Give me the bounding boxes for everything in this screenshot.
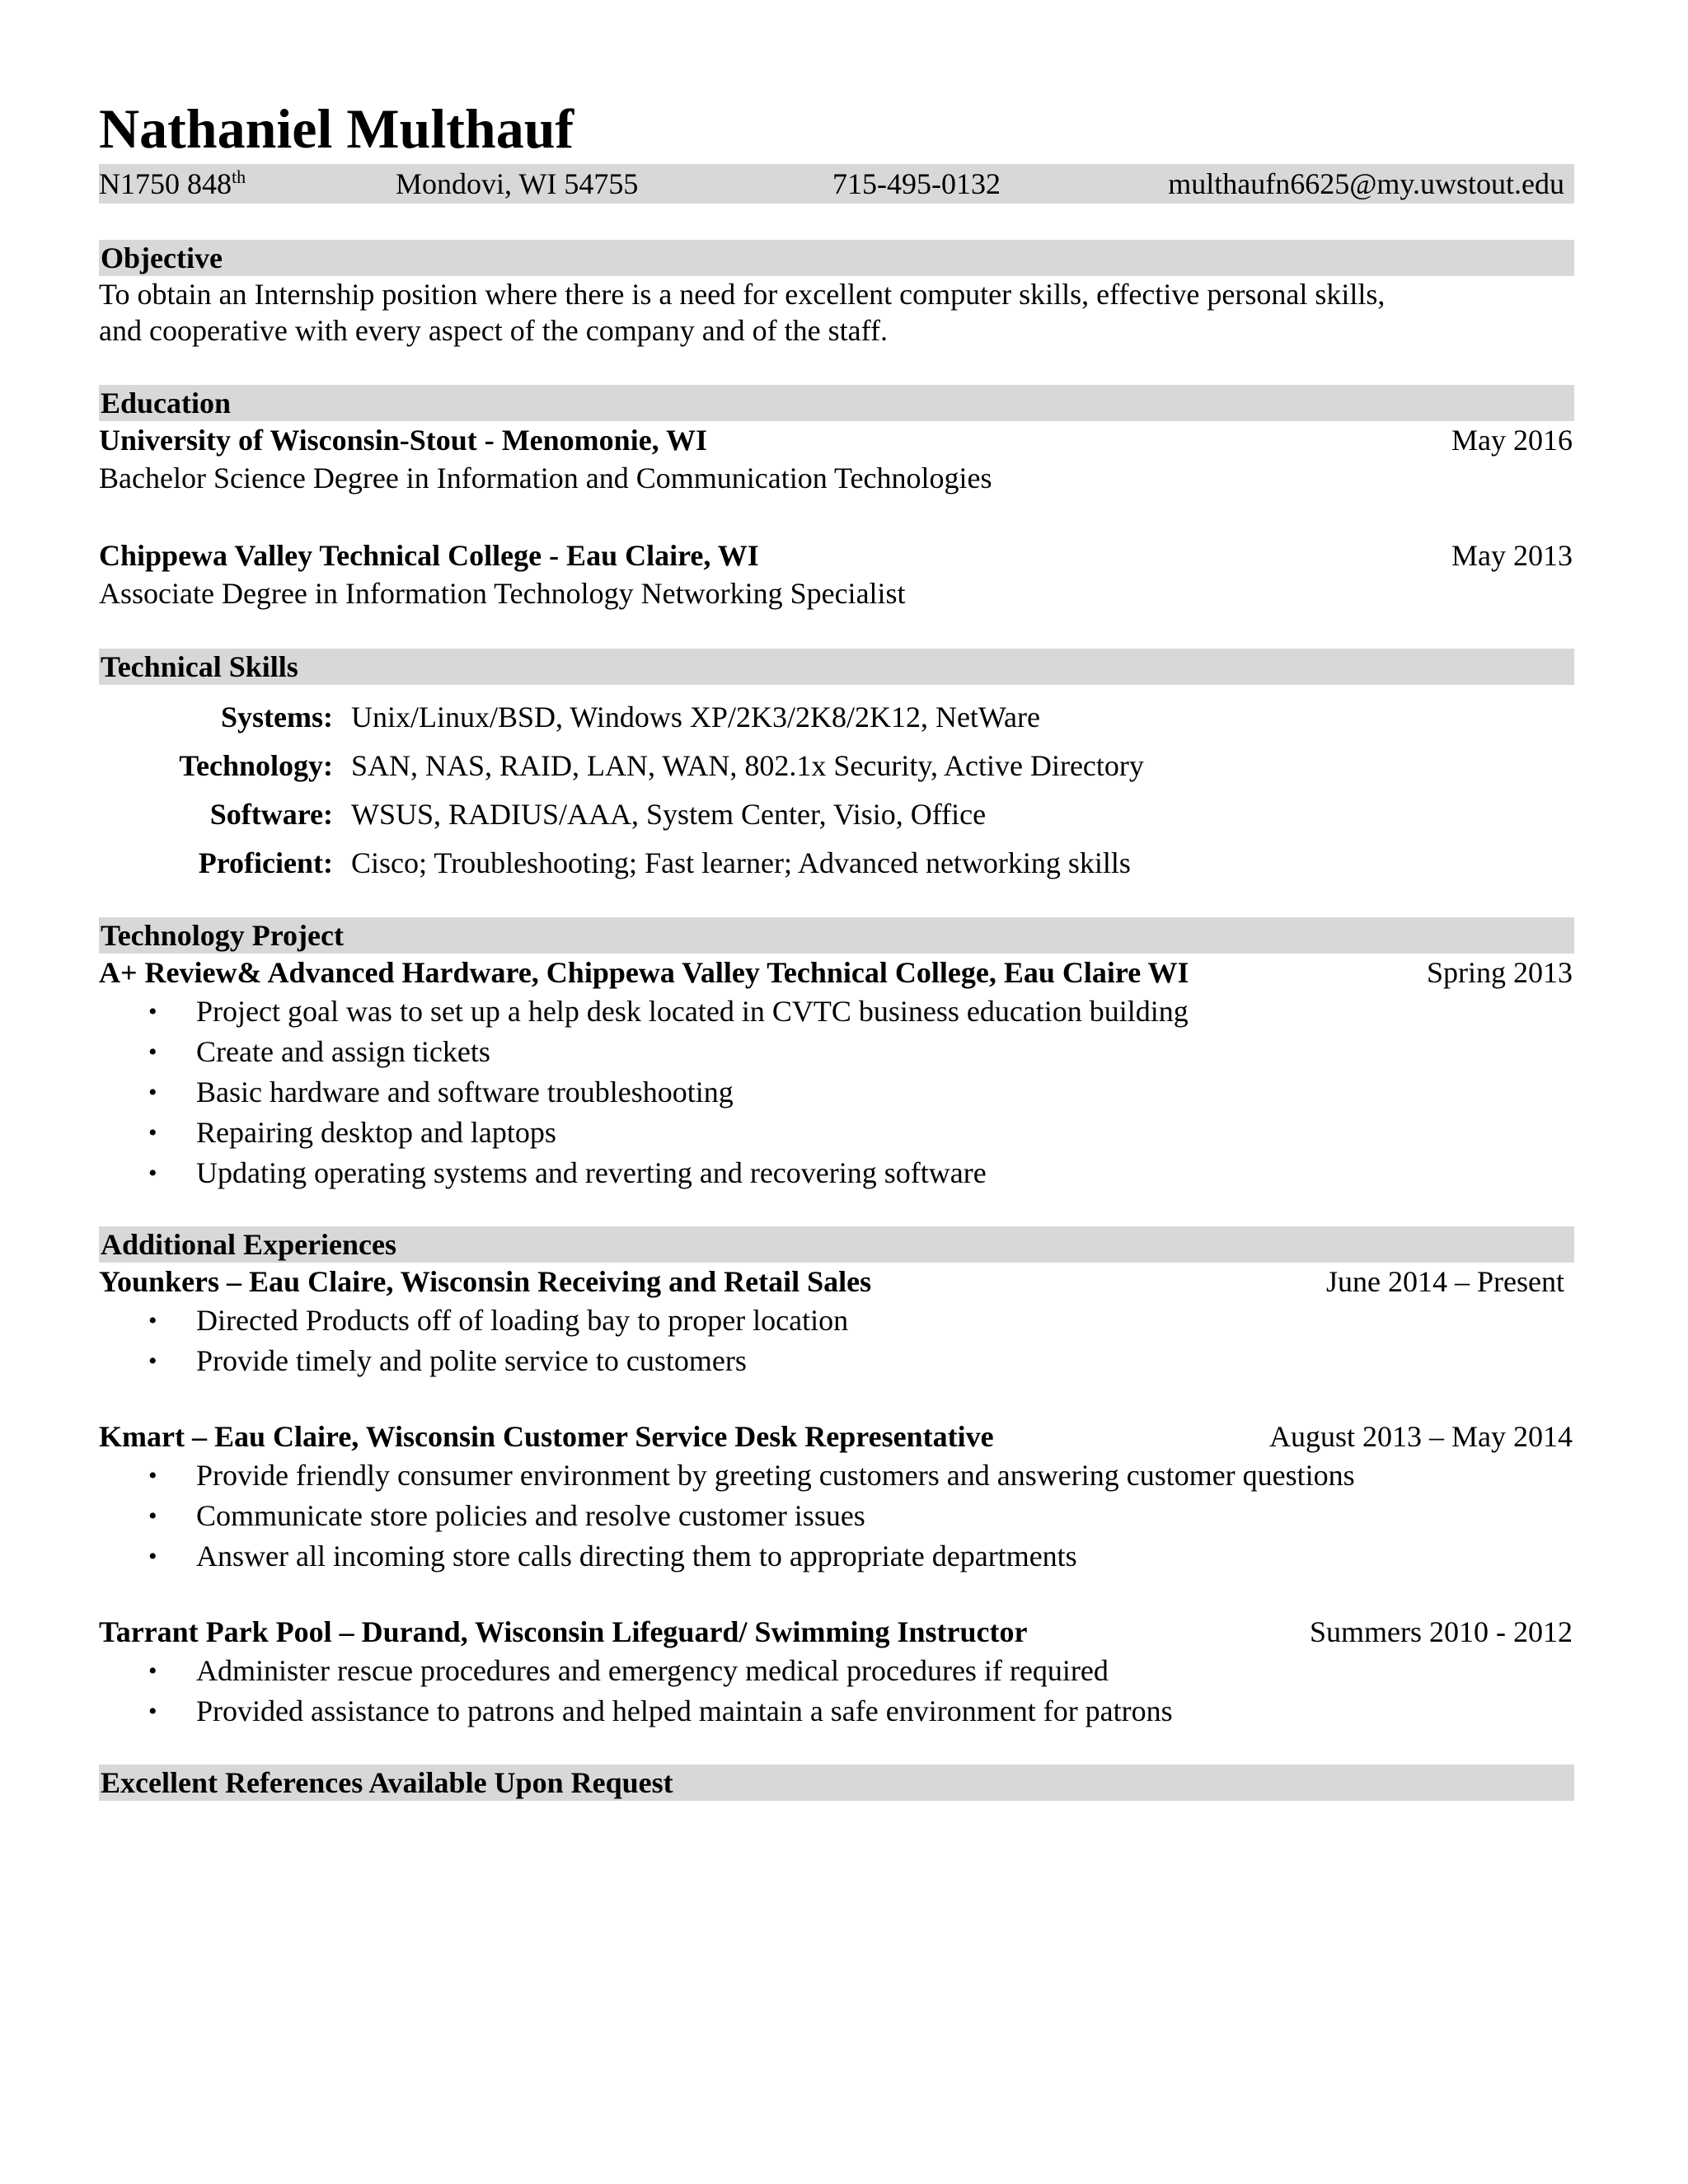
section-header-objective: Objective — [99, 240, 1574, 276]
job-bullets — [99, 1455, 1574, 1577]
education-school: Chippewa Valley Technical College - Eau Claire, WI — [99, 539, 759, 572]
skill-value: Unix/Linux/BSD, Windows XP/2K3/2K8/2K12, NetWare — [351, 701, 1040, 733]
contact-phone: 715-495-0132 — [832, 167, 1001, 200]
section-header-project: Technology Project — [99, 917, 1574, 954]
skill-label: Systems: — [221, 701, 333, 733]
skill-label: Software: — [209, 798, 333, 831]
list-item: • Directed Products off of loading bay to proper location — [148, 1301, 1574, 1341]
skill-row — [99, 790, 1574, 839]
bullet-icon: • — [148, 1502, 157, 1530]
list-item: • Provide timely and polite service to customers — [148, 1341, 1574, 1381]
address-text: N1750 848 — [99, 167, 232, 200]
objective-line-2: and cooperative with every aspect of the company and of the staff. — [99, 314, 888, 347]
list-item: • Administer rescue procedures and emergency medical procedures if required — [148, 1651, 1574, 1691]
skill-row — [99, 839, 1574, 888]
list-item: • Updating operating systems and reverting and recovering software — [148, 1153, 1574, 1193]
objective-line-1: To obtain an Internship position where there is a need for excellent computer skills, effective personal skills, — [99, 278, 1386, 311]
section-header-education: Education — [99, 385, 1574, 421]
education-entry — [99, 537, 1574, 612]
section-header-skills: Technical Skills — [99, 649, 1574, 685]
section-header-experience: Additional Experiences — [99, 1226, 1574, 1263]
skill-value: SAN, NAS, RAID, LAN, WAN, 802.1x Security, Active Directory — [351, 749, 1144, 782]
skills-list — [99, 693, 1574, 888]
list-item: • Repairing desktop and laptops — [148, 1113, 1574, 1153]
education-degree: Bachelor Science Degree in Information and Communication Technologies — [99, 462, 992, 494]
list-item: • Create and assign tickets — [148, 1032, 1574, 1072]
list-item: • Project goal was to set up a help desk located in CVTC business education building — [148, 991, 1574, 1032]
contact-city: Mondovi, WI 54755 — [396, 167, 639, 200]
list-item: • Communicate store policies and resolve customer issues — [148, 1496, 1574, 1536]
bullet-icon: • — [148, 1543, 157, 1570]
job-date: June 2014 – Present — [1326, 1265, 1564, 1298]
education-school: University of Wisconsin-Stout - Menomonie, WI — [99, 424, 708, 457]
project-bullets — [99, 991, 1574, 1193]
contact-address — [99, 164, 396, 204]
contact-bar — [99, 164, 1574, 204]
list-item: • Provide friendly consumer environment by greeting customers and answering customer questions — [148, 1455, 1574, 1496]
bullet-icon: • — [148, 1698, 157, 1725]
bullet-icon: • — [148, 1038, 157, 1066]
job-date: Summers 2010 - 2012 — [1310, 1615, 1573, 1648]
job-entry — [99, 1613, 1574, 1732]
project-date: Spring 2013 — [1426, 956, 1573, 989]
education-date: May 2013 — [1451, 539, 1573, 572]
project-entry — [99, 954, 1574, 1193]
bullet-icon: • — [148, 1119, 157, 1146]
bullet-icon: • — [148, 1079, 157, 1106]
section-header-references: Excellent References Available Upon Request — [99, 1765, 1574, 1801]
job-bullets — [99, 1301, 1574, 1381]
project-title: A+ Review& Advanced Hardware, Chippewa Valley Technical College, Eau Claire WI — [99, 956, 1189, 989]
education-date: May 2016 — [1451, 424, 1573, 457]
objective-text — [99, 276, 1574, 349]
candidate-name: Nathaniel Multhauf — [99, 97, 574, 160]
skill-row — [99, 693, 1574, 742]
education-entry — [99, 421, 1574, 497]
bullet-icon: • — [148, 1160, 157, 1187]
list-item: • Answer all incoming store calls directing them to appropriate departments — [148, 1536, 1574, 1577]
list-item: • Provided assistance to patrons and helped maintain a safe environment for patrons — [148, 1691, 1574, 1732]
job-entry — [99, 1418, 1574, 1577]
job-title: Younkers – Eau Claire, Wisconsin Receiving and Retail Sales — [99, 1265, 872, 1298]
contact-email: multhaufn6625@my.uwstout.edu — [1168, 167, 1564, 200]
job-entry — [99, 1263, 1574, 1381]
list-item: • Basic hardware and software troubleshooting — [148, 1072, 1574, 1113]
skill-row — [99, 742, 1574, 790]
skill-label: Proficient: — [198, 846, 333, 879]
bullet-icon: • — [148, 1462, 157, 1489]
job-title: Kmart – Eau Claire, Wisconsin Customer Service Desk Representative — [99, 1420, 994, 1453]
bullet-icon: • — [148, 1347, 157, 1375]
job-bullets — [99, 1651, 1574, 1732]
address-superscript: th — [232, 166, 246, 187]
skill-value: WSUS, RADIUS/AAA, System Center, Visio, Office — [351, 798, 987, 831]
resume-content — [99, 95, 1574, 1801]
bullet-icon: • — [148, 1307, 157, 1334]
skill-label: Technology: — [179, 749, 333, 782]
education-degree: Associate Degree in Information Technology Networking Specialist — [99, 577, 906, 610]
job-title: Tarrant Park Pool – Durand, Wisconsin Lifeguard/ Swimming Instructor — [99, 1615, 1028, 1648]
bullet-icon: • — [148, 998, 157, 1025]
skill-value: Cisco; Troubleshooting; Fast learner; Advanced networking skills — [351, 846, 1131, 879]
job-date: August 2013 – May 2014 — [1269, 1420, 1573, 1453]
bullet-icon: • — [148, 1657, 157, 1685]
